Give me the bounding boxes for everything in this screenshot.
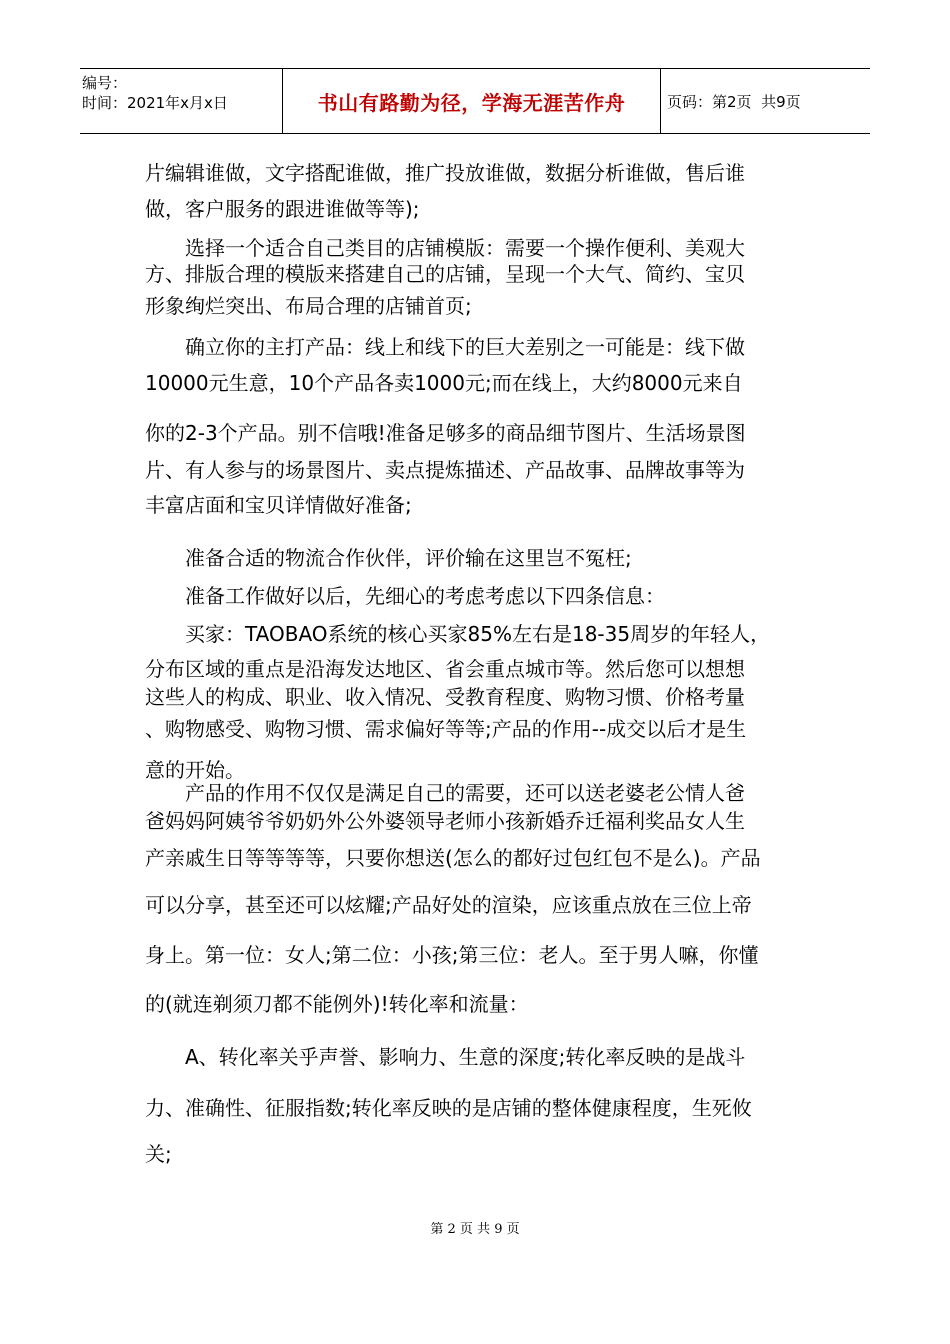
body-line: 方、排版合理的模版来搭建自己的店铺，呈现一个大气、简约、宝贝: [145, 262, 745, 286]
body-line: 买家：TAOBAO系统的核心买家85%左右是18-35周岁的年轻人，: [145, 622, 771, 646]
body-line: 分布区域的重点是沿海发达地区、省会重点城市等。然后您可以想想: [145, 657, 745, 681]
body-line: 丰富店面和宝贝详情做好准备;: [145, 493, 412, 517]
body-line: 准备工作做好以后，先细心的考虑考虑以下四条信息：: [145, 584, 665, 608]
body-line: 可以分享，甚至还可以炫耀;产品好处的渲染，应该重点放在三位上帝: [145, 893, 752, 917]
body-line: 这些人的构成、职业、收入情况、受教育程度、购物习惯、价格考量: [145, 685, 745, 709]
document-header: [80, 68, 870, 134]
number-label: 编号：: [82, 74, 128, 92]
body-line: 的(就连剃须刀都不能例外)!转化率和流量：: [145, 992, 529, 1016]
page-footer: 第 2 页 共 9 页: [430, 1222, 520, 1237]
body-line: 意的开始。: [145, 758, 245, 782]
page-info: 页码：第2页 共9页: [667, 92, 801, 111]
body-line: 形象绚烂突出、布局合理的店铺首页;: [145, 294, 472, 318]
body-line: 爸妈妈阿姨爷爷奶奶外公外婆领导老师小孩新婚乔迁福利奖品女人生: [145, 809, 745, 833]
time-label: 时间：2021年x月x日: [82, 94, 228, 112]
header-page-cell: [661, 69, 870, 133]
body-line: 选择一个适合自己类目的店铺模版：需要一个操作便利、美观大: [145, 236, 745, 260]
body-line: 产品的作用不仅仅是满足自己的需要，还可以送老婆老公情人爸: [145, 781, 745, 805]
body-line: 做，客户服务的跟进谁做等等);: [145, 197, 420, 221]
body-line: 力、准确性、征服指数;转化率反映的是店铺的整体健康程度，生死攸: [145, 1096, 752, 1120]
header-meta-cell: [80, 69, 283, 133]
body-line: 片、有人参与的场景图片、卖点提炼描述、产品故事、品牌故事等为: [145, 458, 745, 482]
body-line: 确立你的主打产品：线上和线下的巨大差别之一可能是：线下做: [145, 335, 745, 359]
body-line: 身上。第一位：女人;第二位：小孩;第三位：老人。至于男人嘛，你懂: [145, 943, 759, 967]
body-line: A、转化率关乎声誉、影响力、生意的深度;转化率反映的是战斗: [145, 1045, 746, 1069]
body-line: 产亲戚生日等等等等，只要你想送(怎么的都好过包红包不是么)。产品: [145, 846, 761, 870]
body-line: 片编辑谁做，文字搭配谁做，推广投放谁做，数据分析谁做，售后谁: [145, 161, 745, 185]
header-motto-cell: [283, 69, 661, 133]
body-line: 10000元生意，10个产品各卖1000元;而在线上，大约8000元来自: [145, 371, 743, 395]
motto-text: 书山有路勤为径，学海无涯苦作舟: [317, 90, 626, 115]
body-line: 、购物感受、购物习惯、需求偏好等等;产品的作用--成交以后才是生: [145, 717, 747, 741]
body-line: 准备合适的物流合作伙伴，评价输在这里岂不冤枉;: [145, 546, 632, 570]
body-line: 关;: [145, 1142, 172, 1166]
body-line: 你的2-3个产品。别不信哦!准备足够多的商品细节图片、生活场景图: [145, 421, 746, 445]
